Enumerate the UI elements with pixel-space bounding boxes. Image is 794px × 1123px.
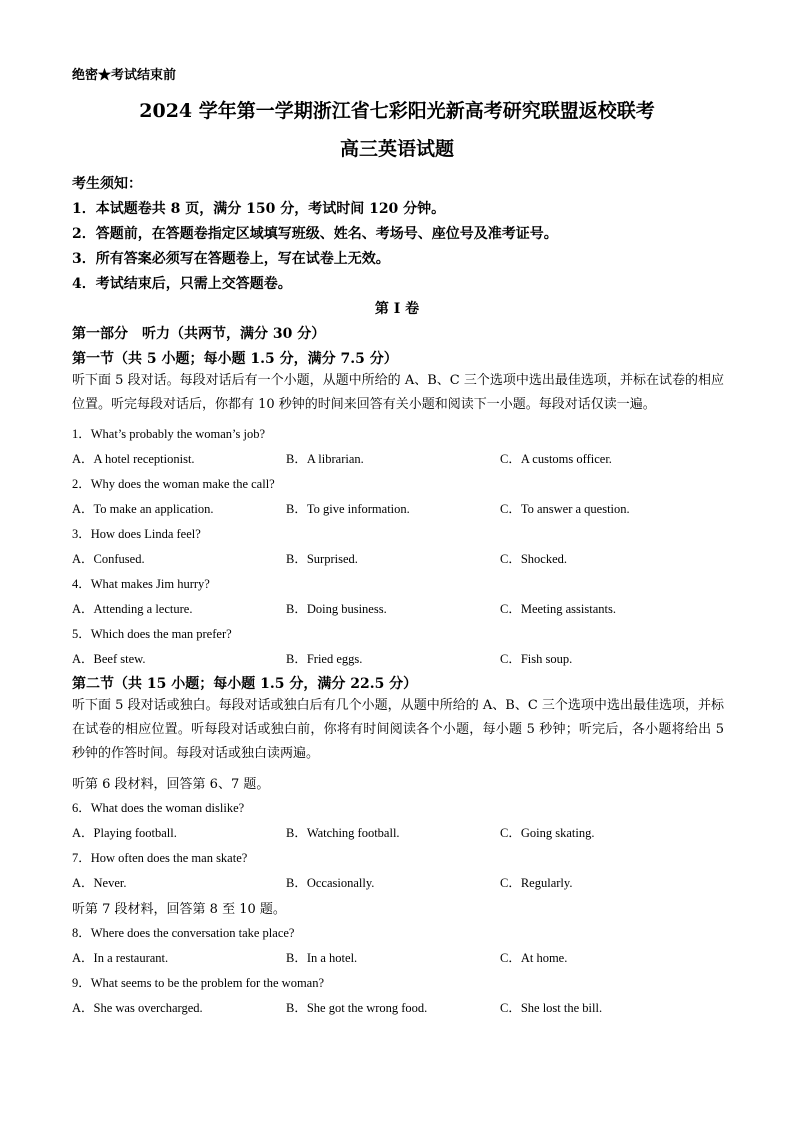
option-a: A．In a restaurant.: [72, 951, 169, 965]
option-a: A．She was overcharged.: [72, 1001, 203, 1015]
material-note: 听第 6 段材料，回答第 6、7 题。: [72, 777, 270, 792]
question-6: 6．What does the woman dislike?: [72, 801, 245, 815]
option-a: A．To make an application.: [72, 502, 214, 516]
notice-item: 4．考试结束后，只需上交答题卷。: [72, 276, 292, 292]
option-c: C．Shocked.: [500, 552, 568, 566]
question-5: 5．Which does the man prefer?: [72, 627, 232, 641]
section1-instructions: 听下面 5 段对话。每段对话后有一个小题，从题中所给的 A、B、C 三个选项中选出最佳选项，并标在试卷的相应位置。听完每段对话后，你都有 10 秒钟的时间来回答有关小题和阅读下一小题。每段对话仅读一遍。: [72, 373, 724, 412]
notice-item: 1．本试题卷共 8 页，满分 150 分，考试时间 120 分钟。: [72, 201, 446, 217]
question-4: 4．What makes Jim hurry?: [72, 577, 210, 591]
material-note: 听第 7 段材料，回答第 8 至 10 题。: [72, 902, 286, 917]
option-b: B．To give information.: [286, 502, 410, 516]
option-c: C．To answer a question.: [500, 502, 630, 516]
exam-subtitle: 高三英语试题: [339, 138, 454, 160]
confidential-mark: 绝密★考试结束前: [72, 68, 177, 83]
notice-item: 3．所有答案必须写在答题卷上，写在试卷上无效。: [72, 251, 390, 267]
volume-heading: 第 I 卷: [374, 301, 420, 317]
option-b: B．Occasionally.: [286, 876, 375, 890]
question-1: 1．What’s probably the woman’s job?: [72, 427, 266, 441]
option-c: C．A customs officer.: [500, 452, 612, 466]
section1-heading: 第一节（共 5 小题；每小题 1.5 分，满分 7.5 分）: [72, 351, 398, 367]
option-c: C．Regularly.: [500, 876, 573, 890]
option-a: A．Confused.: [72, 552, 145, 566]
option-a: A．Beef stew.: [72, 652, 146, 666]
option-a: A．A hotel receptionist.: [72, 452, 195, 466]
question-8: 8．Where does the conversation take place?: [72, 926, 295, 940]
option-b: B．Fried eggs.: [286, 652, 363, 666]
option-b: B．Watching football.: [286, 826, 400, 840]
option-c: C．Going skating.: [500, 826, 595, 840]
question-2: 2．Why does the woman make the call?: [72, 477, 275, 491]
notice-heading: 考生须知：: [72, 176, 142, 192]
option-a: A．Never.: [72, 876, 127, 890]
option-b: B．Surprised.: [286, 552, 358, 566]
option-c: C．At home.: [500, 951, 568, 965]
exam-title: 2024 学年第一学期浙江省七彩阳光新高考研究联盟返校联考: [139, 100, 655, 122]
question-3: 3．How does Linda feel?: [72, 527, 201, 541]
question-9: 9．What seems to be the problem for the woman?: [72, 976, 325, 990]
option-a: A．Playing football.: [72, 826, 177, 840]
option-b: B．A librarian.: [286, 452, 364, 466]
option-c: C．She lost the bill.: [500, 1001, 603, 1015]
question-7: 7．How often does the man skate?: [72, 851, 248, 865]
option-b: B．In a hotel.: [286, 951, 358, 965]
option-a: A．Attending a lecture.: [72, 602, 193, 616]
section2-heading: 第二节（共 15 小题；每小题 1.5 分，满分 22.5 分）: [72, 676, 418, 692]
option-c: C．Fish soup.: [500, 652, 573, 666]
option-b: B．She got the wrong food.: [286, 1001, 428, 1015]
section2-instructions: 听下面 5 段对话或独白。每段对话或独白后有几个小题，从题中所给的 A、B、C 三个选项中选出最佳选项，并标在试卷的相应位置。听每段对话或独白前，你将有时间阅读各个小题，每小题 5 秒钟；听完后，各小题将给出 5 秒钟的作答时间。每段对话或独白读两遍。: [72, 698, 724, 761]
notice-item: 2．答题前，在答题卷指定区域填写班级、姓名、考场号、座位号及准考证号。: [72, 226, 558, 242]
option-c: C．Meeting assistants.: [500, 602, 616, 616]
part1-heading: 第一部分 听力（共两节，满分 30 分）: [72, 326, 326, 342]
option-b: B．Doing business.: [286, 602, 387, 616]
